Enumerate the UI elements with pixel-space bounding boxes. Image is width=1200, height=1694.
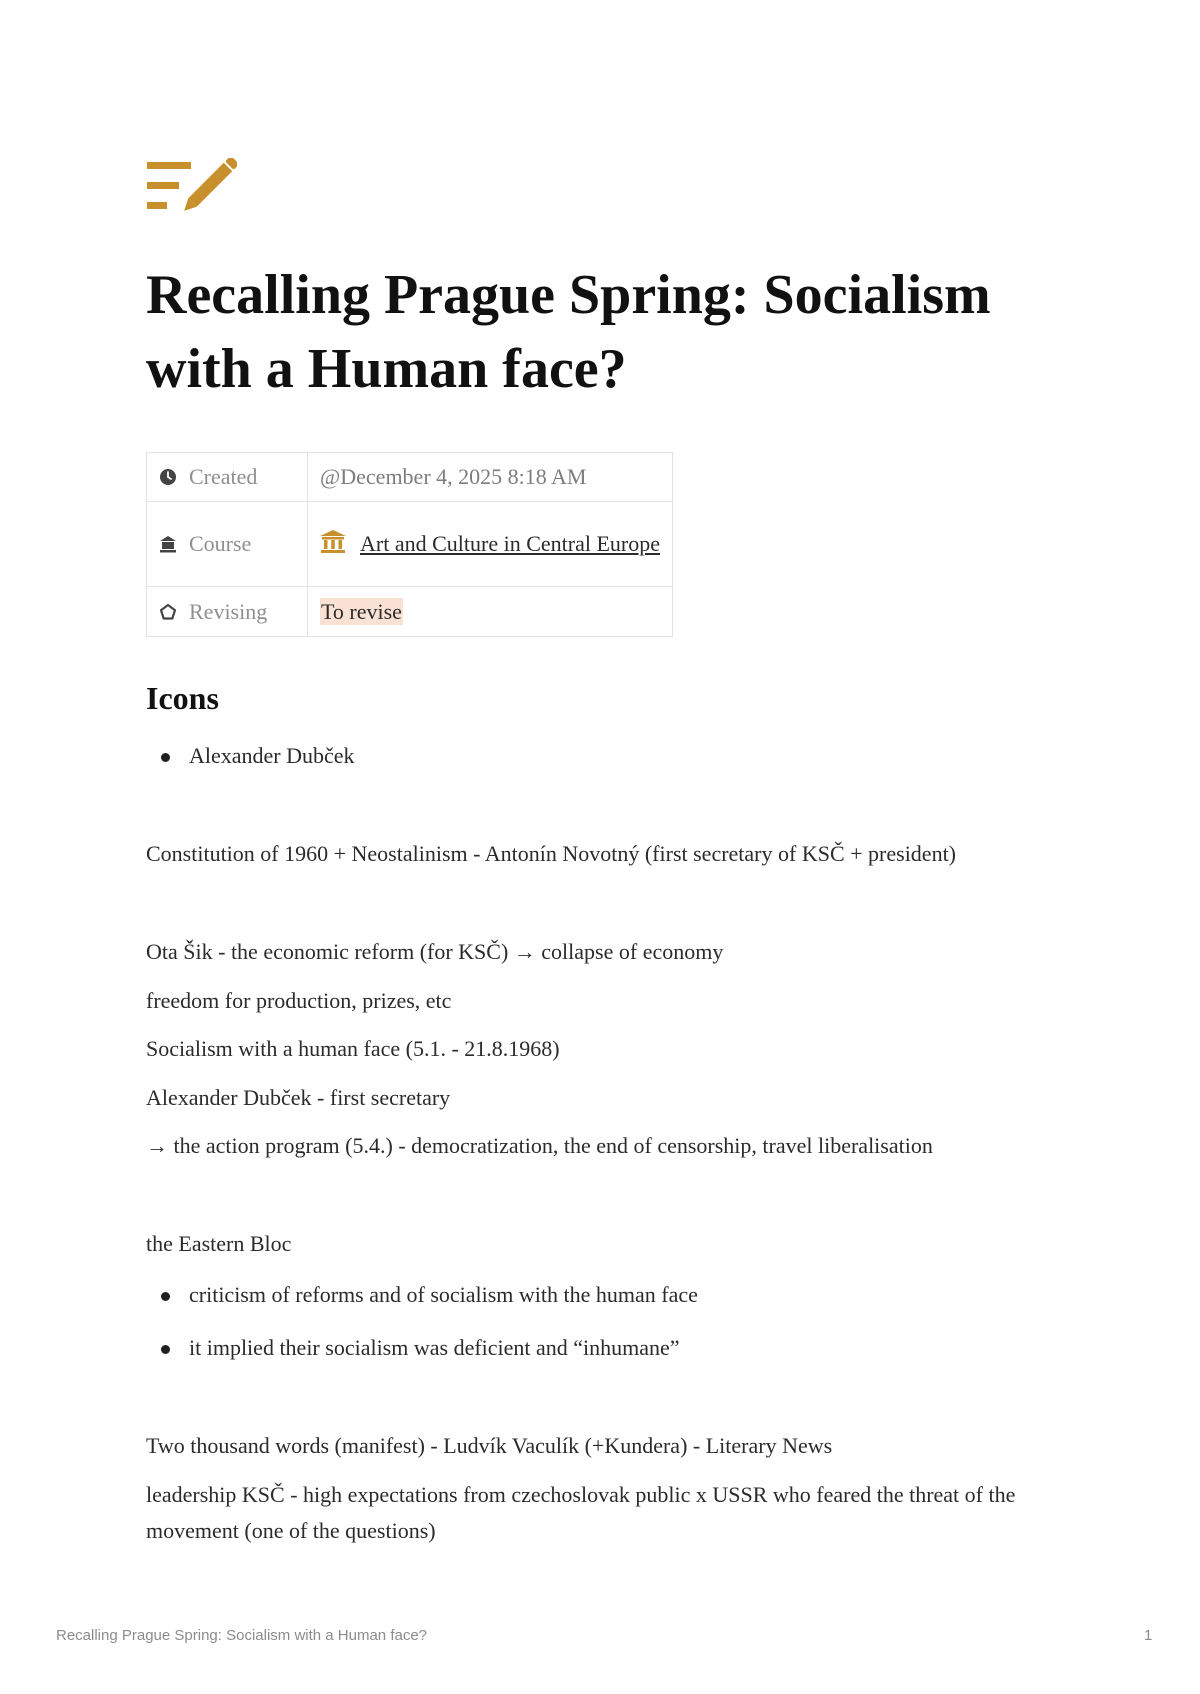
pentagon-icon — [159, 603, 177, 621]
page-title: Recalling Prague Spring: Socialism with a Human face? — [146, 264, 991, 400]
property-name-course: Course — [189, 531, 252, 556]
paragraph: Two thousand words (manifest) - Ludvík Vaculík (+Kundera) - Literary News — [146, 1433, 833, 1458]
paragraph: freedom for production, prizes, etc — [146, 988, 452, 1013]
bullet-dot — [161, 1292, 170, 1301]
section-heading-icons: Icons — [146, 680, 219, 716]
course-link[interactable]: Art and Culture in Central Europe — [360, 531, 660, 556]
paragraph: leadership KSČ - high expectations from czechoslovak public x USSR who feared the threat of the movement (one of the questions) — [146, 1482, 1016, 1543]
notes-pencil-icon — [147, 158, 237, 218]
bank-icon — [159, 535, 177, 553]
footer-title: Recalling Prague Spring: Socialism with a Human face? — [56, 1627, 428, 1644]
status-tag[interactable]: To revise — [321, 598, 402, 624]
paragraph: → the action program (5.4.) - democratization, the end of censorship, travel liberalisation — [146, 1133, 933, 1158]
property-row-revising — [147, 587, 673, 637]
property-row-course — [147, 502, 673, 587]
clock-icon — [159, 468, 177, 486]
created-date-value[interactable]: @December 4, 2025 8:18 AM — [308, 453, 673, 502]
bullet-dot — [161, 1345, 170, 1354]
paragraph: Ota Šik - the economic reform (for KSČ) → collapse of economy — [146, 939, 724, 964]
property-name-revising: Revising — [189, 598, 268, 624]
paragraph: the Eastern Bloc — [146, 1231, 292, 1256]
property-row-created — [147, 453, 673, 502]
paragraph: Alexander Dubček - first secretary — [146, 1085, 451, 1110]
bullet-dot — [161, 753, 170, 762]
paragraph: Socialism with a human face (5.1. - 21.8.1968) — [146, 1036, 560, 1061]
museum-icon — [320, 530, 346, 554]
property-name-created: Created — [189, 464, 258, 489]
paragraph: Constitution of 1960 + Neostalinism - Antonín Novotný (first secretary of KSČ + president) — [146, 841, 957, 866]
properties-table — [146, 452, 673, 637]
course-value — [308, 502, 673, 587]
page-number: 1 — [1144, 1627, 1153, 1644]
